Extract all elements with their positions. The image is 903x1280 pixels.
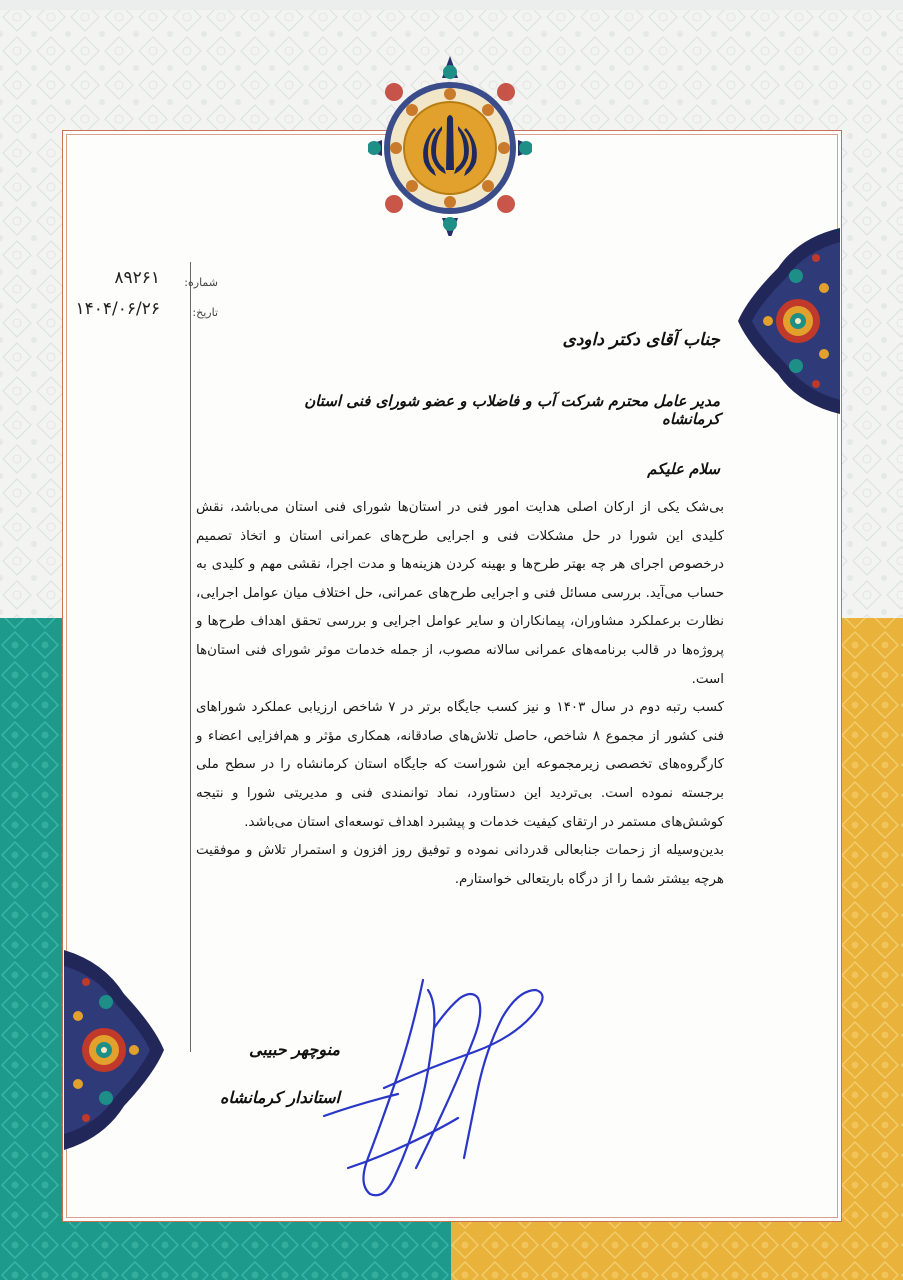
number-value: ۸۹۲۶۱ — [114, 268, 160, 288]
letter-body — [196, 494, 724, 894]
number-label: شماره: — [184, 276, 218, 289]
date-label: تاریخ: — [192, 306, 218, 319]
signatory-name: منوچهر حبیبی — [248, 1040, 340, 1059]
body-paragraph: کسب رتبه دوم در سال ۱۴۰۳ و نیز کسب جایگاه برتر در ۷ شاخص ارزیابی عملکرد شوراهای فنی کشور از مجموع ۸ شاخص، حاصل تلاش‌های صادقانه، همکاری مؤثر و هم‌افزایی اعضاء و کارگروه‌های تخصصی زیرمجموعه این شوراست که جایگاه استان کرمانشاه را در سطح ملی برجسته نموده است. بی‌تردید این دستاورد، نماد توانمندی فنی و مدیریتی شورا و نتیجه کوشش‌های مستمر در ارتقای کیفیت خدمات و پیشبرد اهداف توسعه‌ای استان می‌باشد. — [196, 700, 725, 830]
body-paragraph: بدین‌وسیله از زحمات جنابعالی قدردانی نموده و توفیق روز افزون و استمرار تلاش و موفقیت هرچه بیشتر شما را از درگاه باریتعالی خواستارم. — [196, 843, 724, 887]
iran-coat-of-arms-icon — [368, 52, 532, 236]
islamic-ornament-icon — [64, 950, 164, 1150]
signatory-title: استاندار کرمانشاه — [219, 1088, 340, 1107]
addressee-title: مدیر عامل محترم شرکت آب و فاضلاب و عضو شورای فنی استان کرمانشاه — [304, 392, 720, 428]
handwritten-signature — [288, 968, 558, 1208]
date-value: ۱۴۰۴/۰۶/۲۶ — [75, 299, 160, 319]
margin-divider — [190, 262, 191, 1052]
addressee-name: جناب آقای دکتر داودی — [562, 330, 720, 350]
islamic-ornament-icon — [738, 228, 840, 414]
greeting: سلام علیکم — [647, 460, 720, 478]
body-paragraph: بی‌شک یکی از ارکان اصلی هدایت امور فنی در استان‌ها شورای فنی استان می‌باشد، نقش کلیدی این شورا در حل مشکلات فنی و اجرایی طرح‌های عمرانی استان و اتخاذ تصمیم درخصوص اجرای هر چه بهتر طرح‌ها و بهینه کردن هزینه‌ها و مدت اجرا، نقشی مهم و کلیدی به حساب می‌آید. بررسی مسائل فنی و اجرایی طرح‌های عمرانی، حل اختلاف میان عوامل اجرایی، نظارت برعملکرد مشاوران، پیمانکاران و سایر عوامل اجرایی و بررسی تحقق اهداف طرح‌ها و پروژه‌ها در قالب برنامه‌های عمرانی سالانه مصوب، از جمله خدمات موثر شورای فنی استان‌ها است. — [196, 500, 724, 687]
